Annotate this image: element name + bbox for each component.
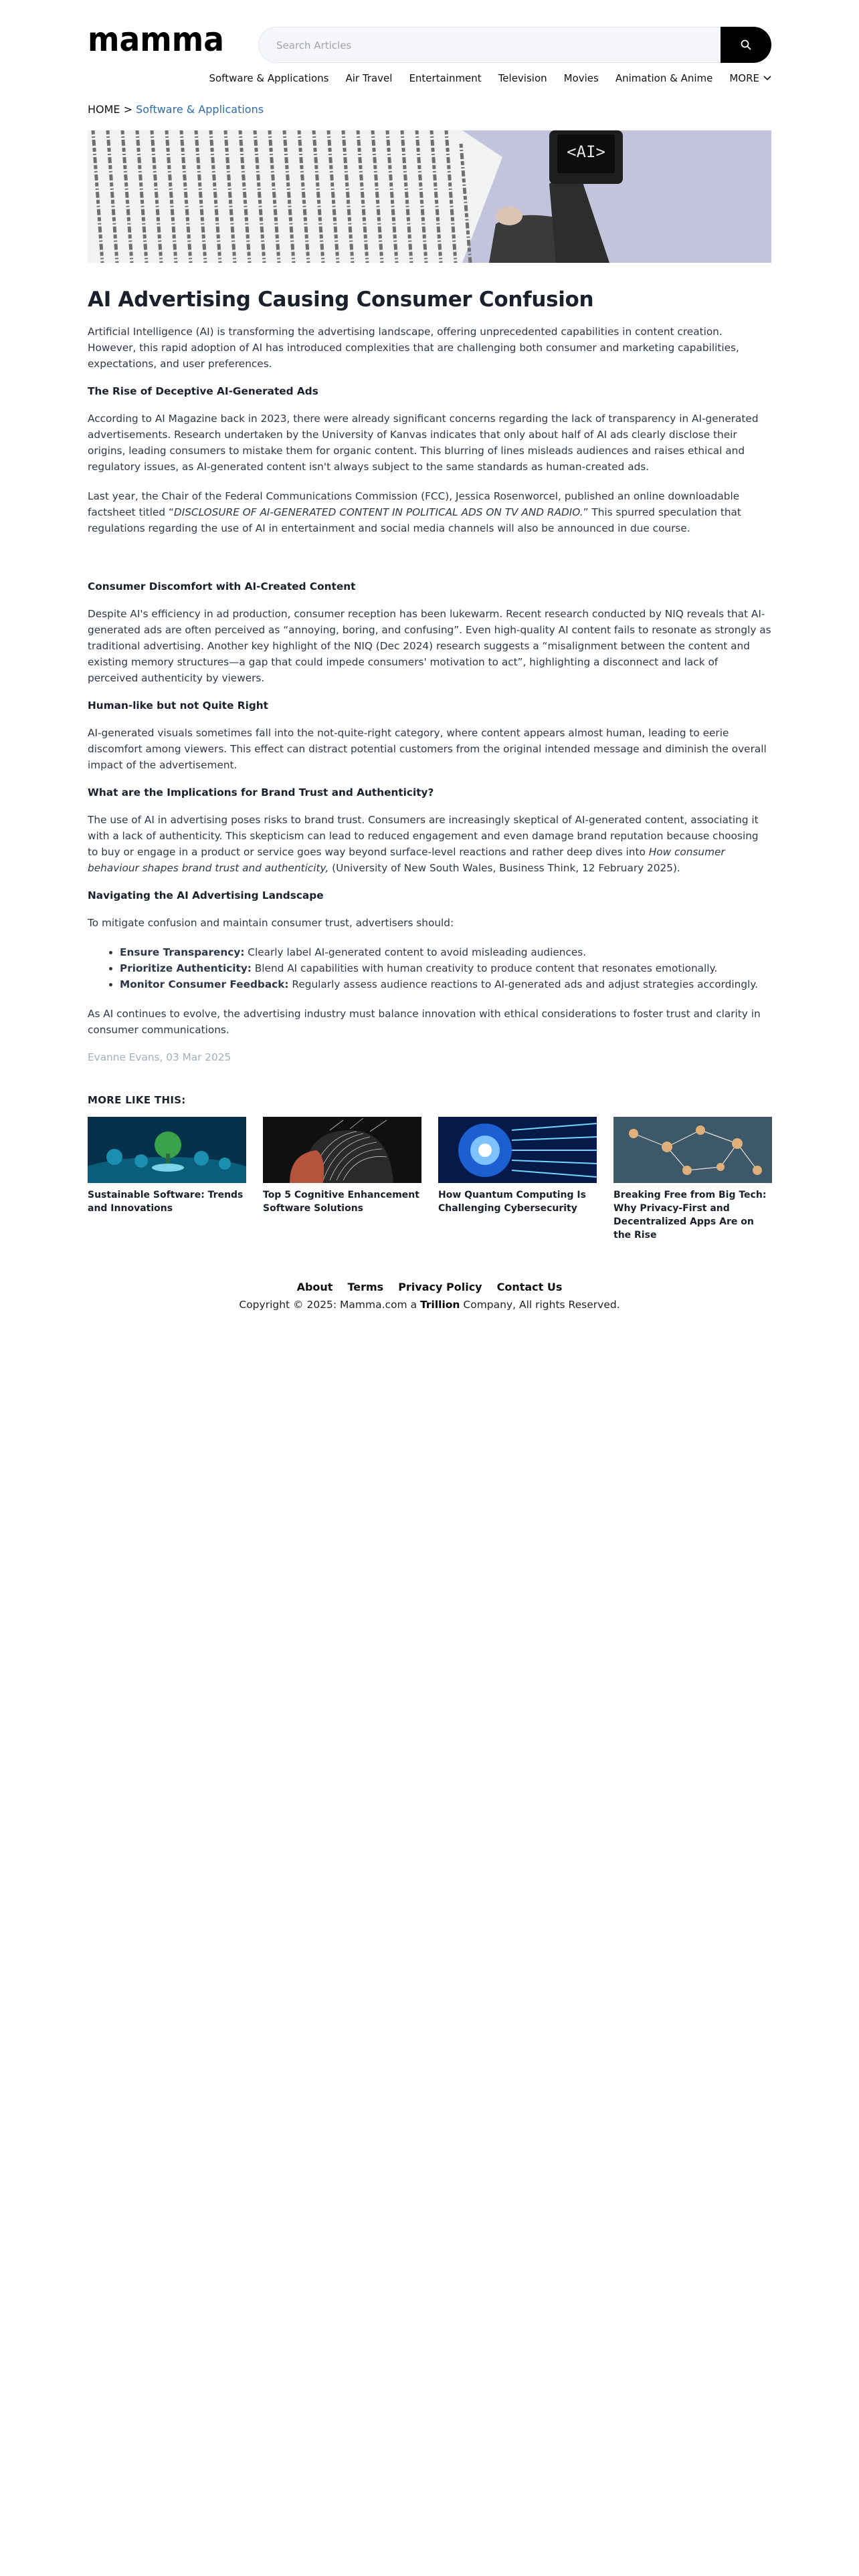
section-spacer (88, 550, 771, 580)
paragraph-navigating: To mitigate confusion and maintain consumer trust, advertisers should: (88, 917, 454, 929)
nav-item-entertainment[interactable]: Entertainment (409, 72, 482, 84)
related-card-title: Top 5 Cognitive Enhancement Software Solutions (263, 1190, 419, 1214)
hero-illustration (88, 130, 771, 263)
related-card[interactable] (438, 1117, 597, 1242)
footer-link-privacy-policy[interactable]: Privacy Policy (398, 1281, 482, 1293)
paragraph-rise-2-text-a: Last year, the Chair of the Federal Communications Commission (FCC), Jessica Rosenworcel, published an online downloadable factsheet titled “ (88, 490, 740, 518)
breadcrumb-separator: > (123, 103, 133, 116)
recommendations-list (88, 944, 771, 992)
paragraph-trust (88, 812, 771, 876)
paragraph-trust-text-a: The use of AI in advertising poses risks to brand trust. Consumers are increasingly skeptical of AI-generated content, associating it with a lack of authenticity. This skepticism can lead to reduced engagement and even damage brand reputation because choosing to buy or engage in a product or service goes way beyond surface-level reactions and rather deep dives into (88, 814, 759, 858)
nav-more-menu[interactable] (729, 72, 771, 84)
list-item-label: Prioritize Authenticity: (120, 962, 252, 974)
article-intro: Artificial Intelligence (AI) is transforming the advertising landscape, offering unprecedented capabilities in content creation. However, this rapid adoption of AI has introduced complexities that are challenging both consumer and marketing capabilities, expectations, and user preferences. (88, 326, 739, 370)
copyright-text-b: Company, All rights Reserved. (460, 1299, 620, 1311)
article-body (88, 288, 771, 1242)
list-item-label: Monitor Consumer Feedback: (120, 978, 289, 990)
svg-text:mamma: mamma (88, 20, 224, 59)
section-heading-trust: What are the Implications for Brand Trust and Authenticity? (88, 786, 434, 798)
related-thumbnail-sustainable (88, 1117, 246, 1183)
section-heading-rise: The Rise of Deceptive AI-Generated Ads (88, 385, 318, 397)
article-byline: Evanne Evans, 03 Mar 2025 (88, 1051, 231, 1063)
breadcrumb-home[interactable]: HOME (88, 103, 120, 116)
article-title: AI Advertising Causing Consumer Confusion (88, 288, 594, 312)
related-card-title: How Quantum Computing Is Challenging Cybersecurity (438, 1190, 586, 1214)
hero-image (88, 130, 771, 263)
related-articles (88, 1117, 771, 1242)
main-nav (209, 72, 771, 84)
nav-more-label: MORE (729, 72, 759, 84)
related-card[interactable] (263, 1117, 421, 1242)
related-card-title: Sustainable Software: Trends and Innovations (88, 1190, 244, 1214)
copyright (88, 1299, 771, 1311)
paragraph-rise-1: According to AI Magazine back in 2023, there were already significant concerns regarding the lack of transparency in AI-generated advertisements. Research undertaken by the University of Kanvas indicates that only about half of AI ads clearly disclose their origins, leading consumers to mistake them for organic content. This blurring of lines misleads audiences and raises ethical and regulatory issues, as AI-generated content isn't always subject to the same standards as human-created ads. (88, 413, 759, 473)
search-button[interactable] (721, 27, 771, 63)
copyright-brand: Trillion (420, 1299, 460, 1311)
nav-item-television[interactable]: Television (498, 72, 547, 84)
chevron-down-icon (763, 76, 771, 81)
section-heading-navigating: Navigating the AI Advertising Landscape (88, 889, 324, 901)
footer-links (88, 1281, 771, 1293)
related-thumbnail-network (613, 1117, 772, 1183)
section-heading-discomfort: Consumer Discomfort with AI-Created Content (88, 580, 356, 593)
list-item-text: Blend AI capabilities with human creativity to produce content that resonates emotionally. (251, 962, 718, 974)
nav-item-software-applications[interactable]: Software & Applications (209, 72, 329, 84)
paragraph-humanlike: AI-generated visuals sometimes fall into the not-quite-right category, where content appears almost human, leading to eerie discomfort among viewers. This effect can distract potential customers from the original intended message and diminish the overall impact of the advertisement. (88, 727, 767, 771)
related-card[interactable] (613, 1117, 772, 1242)
mamma-logo[interactable] (88, 19, 224, 59)
nav-item-movies[interactable]: Movies (563, 72, 599, 84)
copyright-text-a: Copyright © 2025: Mamma.com a (239, 1299, 421, 1311)
paragraph-discomfort: Despite AI's efficiency in ad production, consumer reception has been lukewarm. Recent research conducted by NIQ reveals that AI-generated ads are often perceived as “annoying, boring, and confusing”. Even high-quality AI content fails to resonate as strongly as traditional advertising. Another key highlight of the NIQ (Dec 2024) research suggests a “misalignment between the content and existing memory structures—a gap that could impede consumers' motivation to act”, highlighting a disconnect and lack of perceived authenticity by viewers. (88, 608, 771, 684)
footer-link-about[interactable]: About (296, 1281, 333, 1293)
list-item-label: Ensure Transparency: (120, 946, 245, 958)
nav-item-air-travel[interactable]: Air Travel (345, 72, 393, 84)
related-card-title: Breaking Free from Big Tech: Why Privacy-First and Decentralized Apps Are on the Rise (613, 1190, 767, 1241)
search-bar (258, 27, 771, 63)
breadcrumb (88, 103, 264, 116)
list-item (120, 976, 771, 992)
section-heading-humanlike: Human-like but not Quite Right (88, 700, 268, 712)
list-item (120, 944, 771, 960)
cited-article-title: How consumer behaviour shapes brand trust and authenticity, (88, 846, 725, 874)
related-card[interactable] (88, 1117, 246, 1242)
search-input[interactable] (275, 27, 706, 64)
list-item (120, 960, 771, 976)
paragraph-conclusion: As AI continues to evolve, the advertising industry must balance innovation with ethical considerations to foster trust and clarity in consumer communications. (88, 1008, 761, 1036)
fcc-factsheet-title: DISCLOSURE OF AI-GENERATED CONTENT IN POLITICAL ADS ON TV AND RADIO. (173, 506, 583, 518)
footer-link-contact-us[interactable]: Contact Us (496, 1281, 563, 1293)
related-thumbnail-quantum (438, 1117, 597, 1183)
paragraph-rise-2-text-b: ” This spurred speculation that regulations regarding the use of AI in entertainment and social media channels will also be announced in due course. (88, 506, 741, 534)
list-item-text: Regularly assess audience reactions to AI-generated ads and adjust strategies accordingly. (288, 978, 759, 990)
paragraph-trust-text-b: (University of New South Wales, Business Think, 12 February 2025). (328, 862, 680, 874)
paragraph-rise-2 (88, 488, 771, 536)
related-thumbnail-cognitive (263, 1117, 421, 1183)
site-header (88, 0, 771, 134)
search-icon (741, 39, 751, 50)
breadcrumb-current[interactable]: Software & Applications (136, 103, 264, 116)
footer-link-terms[interactable]: Terms (347, 1281, 384, 1293)
more-like-this-heading: MORE LIKE THIS: (88, 1094, 186, 1106)
list-item-text: Clearly label AI-generated content to avoid misleading audiences. (244, 946, 587, 958)
nav-item-animation-anime[interactable]: Animation & Anime (615, 72, 713, 84)
hero-screen-text: <AI> (567, 142, 605, 161)
site-footer (88, 1281, 771, 1311)
